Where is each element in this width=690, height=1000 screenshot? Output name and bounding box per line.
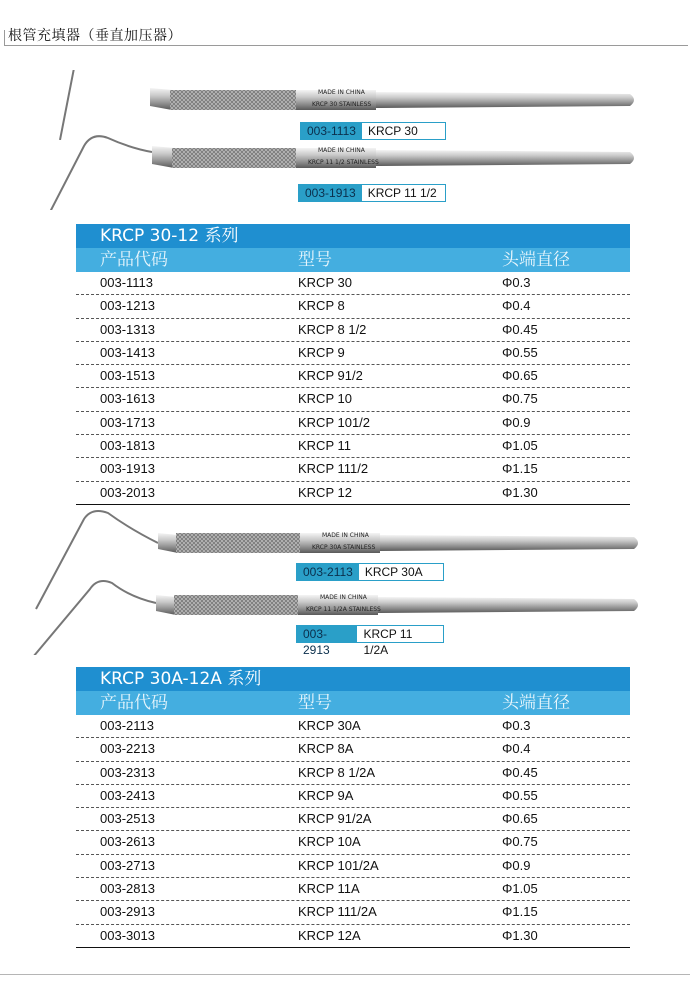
handle-engraving-1: MADE IN CHINA: [318, 147, 365, 154]
cell-model: KRCP 111/2A: [298, 904, 377, 920]
cell-model: KRCP 10A: [298, 834, 361, 850]
table-row: [76, 272, 630, 295]
title-rule: [4, 45, 688, 46]
cell-model: KRCP 101/2: [298, 414, 371, 430]
cell-product-code: 003-1213: [100, 298, 155, 314]
table-body: [76, 272, 630, 505]
tag-name: KRCP 30: [367, 124, 418, 138]
table-row: [76, 319, 630, 342]
cell-tip-diameter: Φ0.4: [502, 298, 531, 314]
instrument-tag: [298, 184, 446, 202]
table-row: [76, 785, 630, 808]
table-row: [76, 342, 630, 365]
handle-engraving-2: KRCP 11 1/2A STAINLESS: [306, 606, 381, 613]
cell-model: KRCP 8 1/2: [298, 321, 367, 337]
cell-tip-diameter: Φ0.3: [502, 275, 531, 290]
cell-model: KRCP 8: [298, 298, 345, 314]
cell-model: KRCP 9: [298, 344, 345, 360]
table-row: [76, 855, 630, 878]
header-tip-diameter: 头端直径: [502, 250, 570, 270]
table-row: [76, 901, 630, 924]
instrument-003-1913: [0, 130, 690, 210]
cell-product-code: 003-2813: [100, 881, 155, 897]
instrument-003-2913: [0, 575, 690, 655]
tag-name: KRCP 11 1/2: [367, 186, 437, 200]
cell-tip-diameter: Φ0.3: [502, 718, 531, 733]
cell-tip-diameter: Φ0.45: [502, 764, 538, 780]
tag-name: KRCP 30A: [364, 565, 423, 579]
series-title: KRCP 30A-12A 系列: [76, 667, 630, 691]
cell-tip-diameter: Φ0.9: [502, 414, 531, 430]
table-row: [76, 808, 630, 831]
table-row: [76, 738, 630, 761]
cell-product-code: 003-1113: [100, 275, 154, 290]
cell-model: KRCP 10: [298, 391, 352, 407]
cell-model: KRCP 111/2: [298, 461, 369, 477]
table-body: [76, 715, 630, 948]
footer-rule: [0, 974, 690, 975]
cell-model: KRCP 8A: [298, 741, 354, 757]
table-row: [76, 715, 630, 738]
header-model: 型号: [298, 250, 332, 270]
cell-product-code: 003-1713: [100, 414, 155, 430]
tag-code: 003-1913: [299, 185, 362, 201]
instrument-tag: [296, 625, 444, 657]
cell-product-code: 003-2213: [100, 741, 155, 757]
cell-product-code: 003-2513: [100, 811, 155, 827]
cell-product-code: 003-1813: [100, 438, 155, 454]
handle-engraving-2: KRCP 30 STAINLESS: [312, 101, 372, 108]
cell-product-code: 003-1313: [100, 321, 155, 337]
cell-product-code: 003-2913: [100, 904, 155, 920]
cell-tip-diameter: Φ0.55: [502, 787, 538, 803]
table-row: [76, 458, 630, 481]
cell-model: KRCP 101/2A: [298, 857, 379, 873]
handle-engraving-2: KRCP 11 1/2 STAINLESS: [308, 159, 379, 166]
cell-tip-diameter: Φ0.65: [502, 368, 538, 384]
table-row: [76, 365, 630, 388]
title-tick: [4, 30, 5, 45]
table-header: [76, 691, 630, 715]
page-header: [0, 0, 690, 44]
series-table-krcp-30-12: [76, 224, 630, 505]
instrument-drawing: [0, 575, 690, 655]
page-title: 根管充填器（垂直加压器）: [8, 28, 182, 44]
cell-model: KRCP 30: [298, 275, 352, 290]
header-tip-diameter: 头端直径: [502, 693, 570, 713]
table-row: [76, 435, 630, 458]
cell-product-code: 003-2013: [100, 484, 155, 500]
table-row: [76, 388, 630, 411]
header-product-code: 产品代码: [100, 693, 168, 713]
table-row: [76, 295, 630, 318]
handle-engraving-1: MADE IN CHINA: [322, 532, 369, 539]
cell-product-code: 003-2713: [100, 857, 155, 873]
table-row: [76, 831, 630, 854]
cell-product-code: 003-2113: [100, 718, 154, 733]
cell-tip-diameter: Φ0.55: [502, 344, 538, 360]
cell-model: KRCP 91/2A: [298, 811, 372, 827]
table-row: [76, 878, 630, 901]
cell-product-code: 003-1513: [100, 368, 155, 384]
tag-name: KRCP 11 1/2A: [363, 627, 413, 657]
cell-tip-diameter: Φ1.30: [502, 927, 538, 943]
cell-model: KRCP 9A: [298, 787, 354, 803]
cell-model: KRCP 8 1/2A: [298, 764, 376, 780]
cell-model: KRCP 11: [298, 438, 351, 454]
cell-tip-diameter: Φ1.30: [502, 484, 538, 500]
cell-product-code: 003-3013: [100, 927, 155, 943]
cell-model: KRCP 30A: [298, 718, 361, 733]
cell-product-code: 003-2613: [100, 834, 155, 850]
cell-tip-diameter: Φ0.65: [502, 811, 538, 827]
table-header: [76, 248, 630, 272]
header-product-code: 产品代码: [100, 250, 168, 270]
cell-model: KRCP 91/2: [298, 368, 363, 384]
cell-product-code: 003-1613: [100, 391, 155, 407]
table-row: [76, 762, 630, 785]
cell-tip-diameter: Φ0.75: [502, 391, 538, 407]
cell-tip-diameter: Φ0.75: [502, 834, 538, 850]
table-row: [76, 412, 630, 435]
table-row: [76, 925, 630, 947]
cell-tip-diameter: Φ1.05: [502, 438, 538, 454]
cell-model: KRCP 12A: [298, 927, 361, 943]
cell-product-code: 003-1413: [100, 344, 155, 360]
cell-tip-diameter: Φ1.15: [502, 904, 538, 920]
cell-tip-diameter: Φ0.45: [502, 321, 538, 337]
tag-code: 003-2913: [297, 626, 357, 642]
cell-tip-diameter: Φ0.9: [502, 857, 531, 873]
cell-tip-diameter: Φ1.15: [502, 461, 538, 477]
table-row: [76, 482, 630, 504]
cell-product-code: 003-2413: [100, 787, 155, 803]
tag-code: 003-2113: [297, 564, 359, 580]
tag-code: 003-1113: [301, 123, 362, 139]
cell-model: KRCP 12: [298, 484, 352, 500]
cell-product-code: 003-1913: [100, 461, 155, 477]
handle-engraving-1: MADE IN CHINA: [320, 594, 367, 601]
cell-tip-diameter: Φ1.05: [502, 881, 538, 897]
handle-engraving-2: KRCP 30A STAINLESS: [312, 544, 376, 551]
cell-model: KRCP 11A: [298, 881, 360, 897]
cell-product-code: 003-2313: [100, 764, 155, 780]
series-title: KRCP 30-12 系列: [76, 224, 630, 248]
header-model: 型号: [298, 693, 332, 713]
cell-tip-diameter: Φ0.4: [502, 741, 531, 757]
handle-engraving-1: MADE IN CHINA: [318, 89, 365, 96]
series-table-krcp-30a-12a: [76, 667, 630, 948]
